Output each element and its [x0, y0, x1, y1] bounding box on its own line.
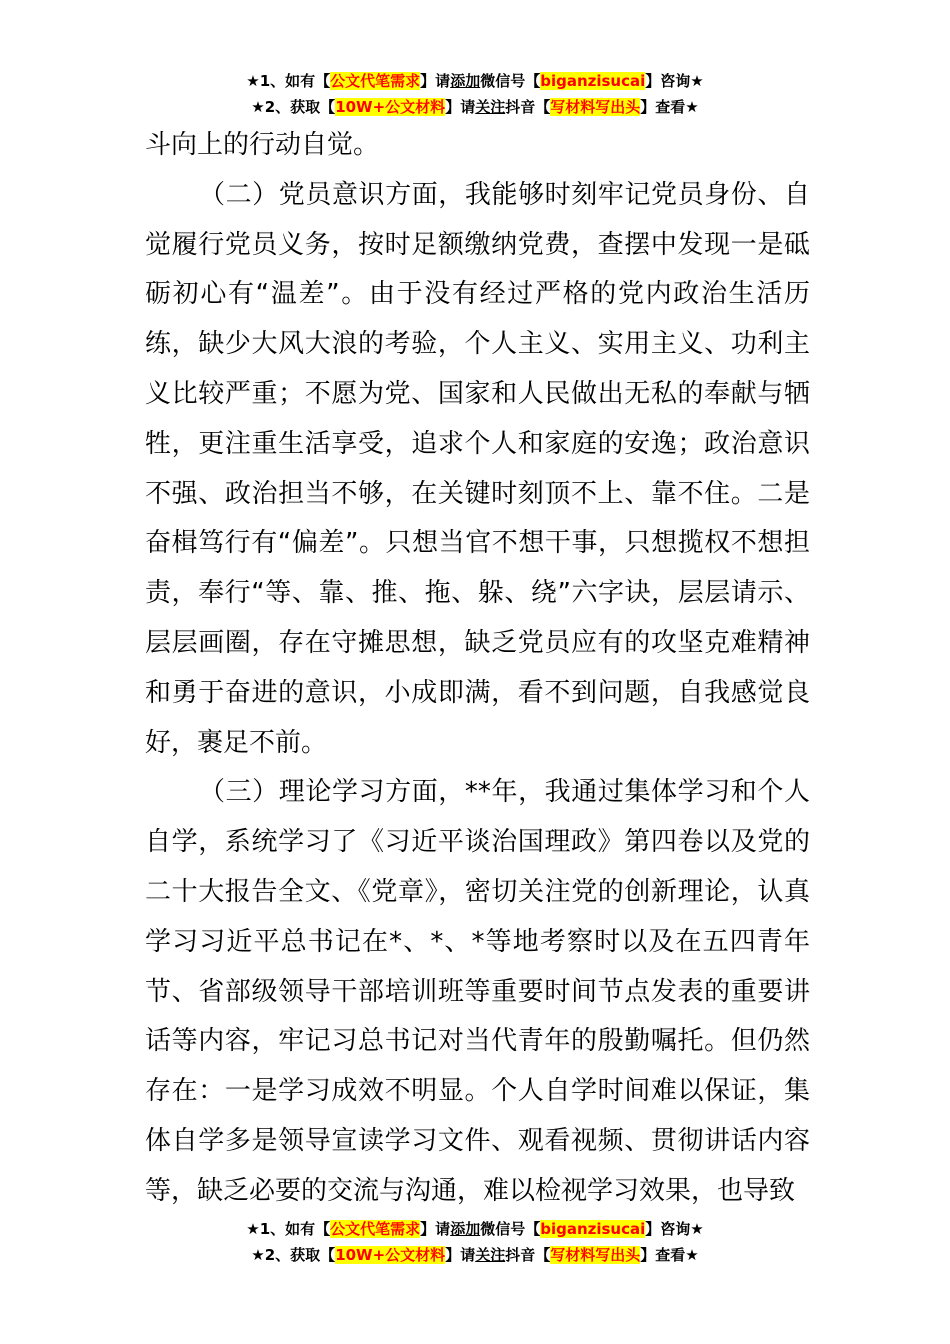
- banner-text: 】请: [420, 1220, 451, 1238]
- highlight-wechat-id: biganzisucai: [540, 72, 646, 90]
- paragraph-continuation: 斗向上的行动自觉。: [145, 130, 380, 160]
- highlight-douyin-name: 写材料写出头: [550, 1246, 641, 1264]
- banner-text: 】咨询★: [645, 1220, 704, 1238]
- underlined-text: 添加: [450, 1220, 481, 1238]
- header-banner: [0, 68, 950, 120]
- banner-text: ★1、如有【: [246, 1220, 331, 1238]
- banner-text: ★1、如有【: [246, 72, 331, 90]
- highlight-service-text: 公文代笔需求: [330, 72, 421, 90]
- banner-text: 抖音【: [505, 1246, 551, 1264]
- banner-text: 】咨询★: [645, 72, 704, 90]
- highlight-douyin-name: 写材料写出头: [550, 98, 641, 116]
- banner-text: ★2、获取【: [251, 98, 336, 116]
- banner-text: 】请: [445, 98, 476, 116]
- highlight-service-text: 公文代笔需求: [330, 1220, 421, 1238]
- footer-banner: [0, 1216, 950, 1268]
- banner-line-2: [0, 94, 950, 120]
- highlight-materials-text: 10W+公文材料: [335, 98, 446, 116]
- underlined-text: 添加: [450, 72, 481, 90]
- document-body: [145, 121, 810, 1217]
- paragraph-party-awareness: （二）党员意识方面，我能够时刻牢记党员身份、自觉履行党员义务，按时足额缴纳党费，查摆中发现一是砥砺初心有“温差”。由于没有经过严格的党内政治生活历练，缺少大风大浪的考验，个人主义、实用主义、功利主义比较严重；不愿为党、国家和人民做出无私的奉献与牺牲，更注重生活享受，追求个人和家庭的安逸；政治意识不强、政治担当不够，在关键时刻顶不上、靠不住。二是奋楫笃行有“偏差”。只想当官不想干事，只想揽权不想担责，奉行“等、靠、推、拖、躲、绕”六字诀，层层请示、层层画圈，存在守摊思想，缺乏党员应有的攻坚克难精神和勇于奋进的意识，小成即满，看不到问题，自我感觉良好，裹足不前。: [145, 179, 810, 758]
- banner-text: 抖音【: [505, 98, 551, 116]
- banner-text: 微信号【: [480, 1220, 541, 1238]
- paragraph-theory-study: （三）理论学习方面，**年，我通过集体学习和个人自学，系统学习了《习近平谈治国理政》第四卷以及党的二十大报告全文、《党章》，密切关注党的创新理论，认真学习习近平总书记在*、*、*等地考察时以及在五四青年节、省部级领导干部培训班等重要时间节点发表的重要讲话等内容，牢记习总书记对当代青年的殷勤嘱托。但仍然存在：一是学习成效不明显。个人自学时间难以保证，集体自学多是领导宣读学习文件、观看视频、贯彻讲话内容等，缺乏必要的交流与沟通，难以检视学习效果，也导致: [145, 777, 810, 1206]
- highlight-materials-text: 10W+公文材料: [335, 1246, 446, 1264]
- banner-line-1: [0, 68, 950, 94]
- underlined-text: 关注: [475, 1246, 506, 1264]
- banner-text: 】请: [420, 72, 451, 90]
- underlined-text: 关注: [475, 98, 506, 116]
- banner-line-2: [0, 1242, 950, 1268]
- banner-text: 微信号【: [480, 72, 541, 90]
- banner-text: ★2、获取【: [251, 1246, 336, 1264]
- banner-text: 】请: [445, 1246, 476, 1264]
- banner-line-1: [0, 1216, 950, 1242]
- banner-text: 】查看★: [640, 1246, 699, 1264]
- highlight-wechat-id: biganzisucai: [540, 1220, 646, 1238]
- banner-text: 】查看★: [640, 98, 699, 116]
